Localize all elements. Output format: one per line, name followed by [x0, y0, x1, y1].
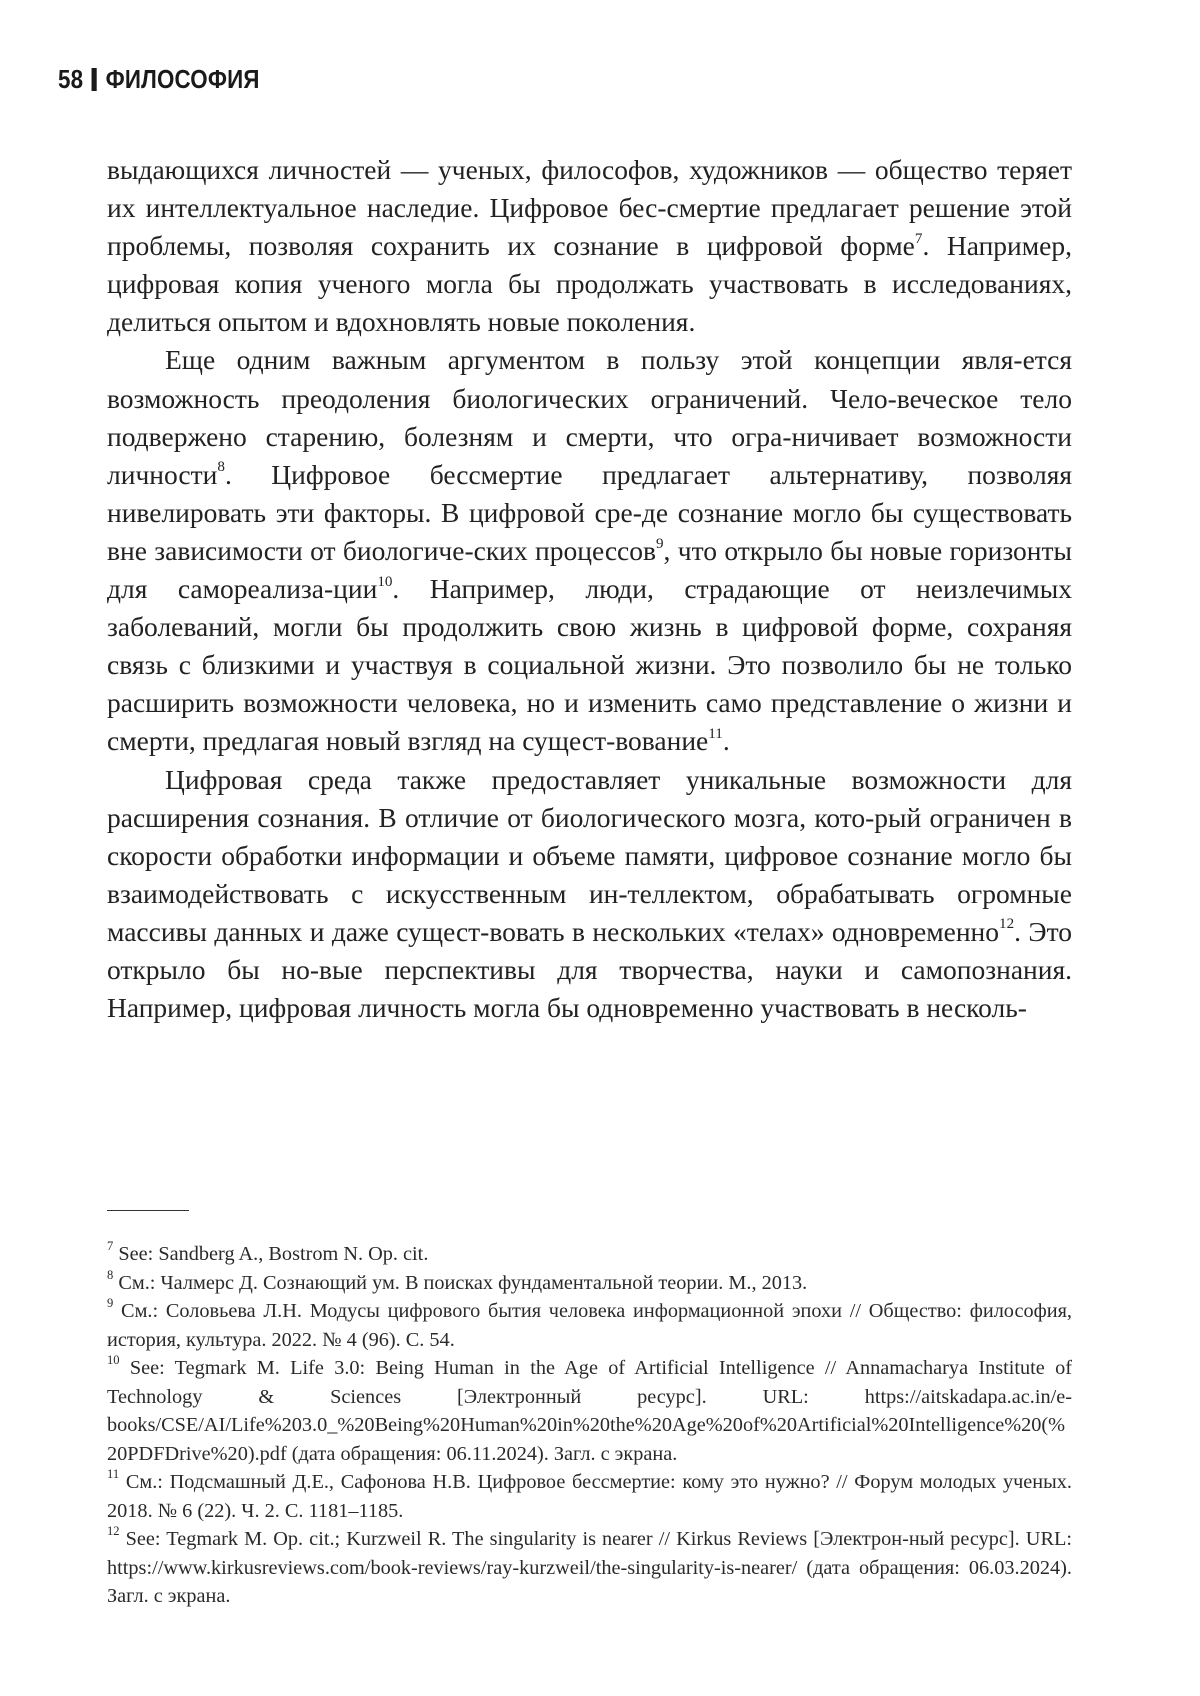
footnote-separator [107, 1210, 189, 1211]
footnote-reference[interactable]: 11 [708, 725, 723, 742]
footnote-reference[interactable]: 12 [999, 916, 1015, 933]
page-number: 58 [58, 64, 84, 94]
footnote-reference[interactable]: 7 [914, 230, 923, 247]
paragraph [107, 151, 1072, 341]
paragraph-text: . Например, цифровая копия ученого могла бы продолжать участвовать в исследованиях, делиться опытом и вдохновлять новые поколения. [107, 230, 1072, 338]
footnote-text: См.: Подсмашный Д.Е., Сафонова Н.В. Цифровое бессмертие: кому это нужно? // Форум молодых ученых. 2018. № 6 (22). Ч. 2. С. 1181–1185. [107, 1471, 1072, 1522]
footnote-number: 9 [107, 1296, 114, 1311]
running-head [58, 64, 260, 95]
paragraph [107, 761, 1072, 1028]
paragraph-text: . Это открыло бы но-вые перспективы для творчества, науки и самопознания. Например, цифровая личность могла бы одновременно участвовать в несколь- [107, 915, 1072, 1024]
paragraph-text: , что открыло бы новые горизонты для самореализа-ции [107, 534, 1072, 605]
footnote-number: 7 [107, 1239, 114, 1254]
footnote-text: См.: Чалмерс Д. Сознающий ум. В поисках фундаментальной теории. М., 2013. [113, 1271, 808, 1294]
footnotes [107, 1240, 1072, 1611]
footnote [107, 1297, 1072, 1354]
footnote [107, 1468, 1072, 1525]
paragraph [107, 341, 1072, 760]
footnote-reference[interactable]: 10 [377, 573, 393, 590]
footnote-reference[interactable]: 8 [217, 459, 225, 476]
footnote-number: 10 [107, 1353, 120, 1368]
footnote-text: See: Tegmark M. Op. cit.; Kurzweil R. The singularity is nearer // Kirkus Reviews [Электрон-ный ресурс]. URL: https://www.kirkusreviews.com/book-reviews/ray-kurzweil/the-singularity-is-nearer/ (дата обращения: 06.03.2024). Загл. с экрана. [107, 1528, 1072, 1607]
paragraph-text: . Цифровое бессмертие предлагает альтернативу, позволяя нивелировать эти факторы. В цифровой сре-де сознание могло бы существовать вне зависимости от биологиче-ских процессов [107, 458, 1072, 566]
footnote-text: See: Sandberg A., Bostrom N. Op. cit. [113, 1243, 429, 1265]
footnote-number: 8 [107, 1267, 114, 1282]
paragraph-text: выдающихся личностей — ученых, философов, художников — общество теряет их интеллектуальное наследие. Цифровое бес-смертие предлагает решение этой проблемы, позволяя сохранить их сознание в цифровой форме [107, 154, 1072, 262]
footnote-text: См.: Соловьева Л.Н. Модусы цифрового бытия человека информационной эпохи // Общество: философия, история, культура. 2022. № 4 (96). С. 54. [107, 1300, 1072, 1351]
paragraph-text: Еще одним важным аргументом в пользу этой концепции явля-ется возможность преодоления биологических ограничений. Чело-веческое тело подвержено старению, болезням и смерти, что огра-ничивает возможности личности [107, 344, 1072, 490]
paragraph-text: . [722, 725, 730, 757]
footnote-text: See: Tegmark M. Life 3.0: Being Human in the Age of Artificial Intelligence // Annamacharya Institute of Technology & Sciences [Электронный ресурс]. URL: https://aitskadapa.ac.in/e-books/CSE/AI/Life%203.0_%20Being%20Human%20in%20the%20Age%20of%20Artificial%20Intelligence%20(%20PDFDrive%20).pdf (дата обращения: 06.11.2024). Загл. с экрана. [107, 1357, 1072, 1465]
section-title: ФИЛОСОФИЯ [105, 64, 260, 94]
header-divider-bar [92, 68, 97, 91]
main-text [107, 151, 1072, 1027]
footnote [107, 1269, 1072, 1298]
paragraph-text: Цифровая среда также предоставляет уникальные возможности для расширения сознания. В отличие от биологического мозга, кото-рый ограничен в скорости обработки информации и объеме памяти, цифровое сознание могло бы взаимодействовать с искусственным ин-теллектом, обрабатывать огромные массивы данных и даже сущест-вовать в нескольких «телах» одновременно [107, 763, 1072, 947]
footnote [107, 1240, 1072, 1269]
footnote-number: 11 [107, 1467, 120, 1482]
paragraph-text: . Например, люди, страдающие от неизлечимых заболеваний, могли бы продолжить свою жизнь в цифровой форме, сохраняя связь с близкими и участвуя в социальной жизни. Это позволило бы не только расширить возможности человека, но и изменить само представление о жизни и смерти, предлагая новый взгляд на сущест-вование [107, 573, 1072, 757]
footnote [107, 1525, 1072, 1611]
footnote-reference[interactable]: 9 [655, 535, 664, 552]
footnote [107, 1354, 1072, 1468]
footnote-number: 12 [107, 1524, 120, 1539]
